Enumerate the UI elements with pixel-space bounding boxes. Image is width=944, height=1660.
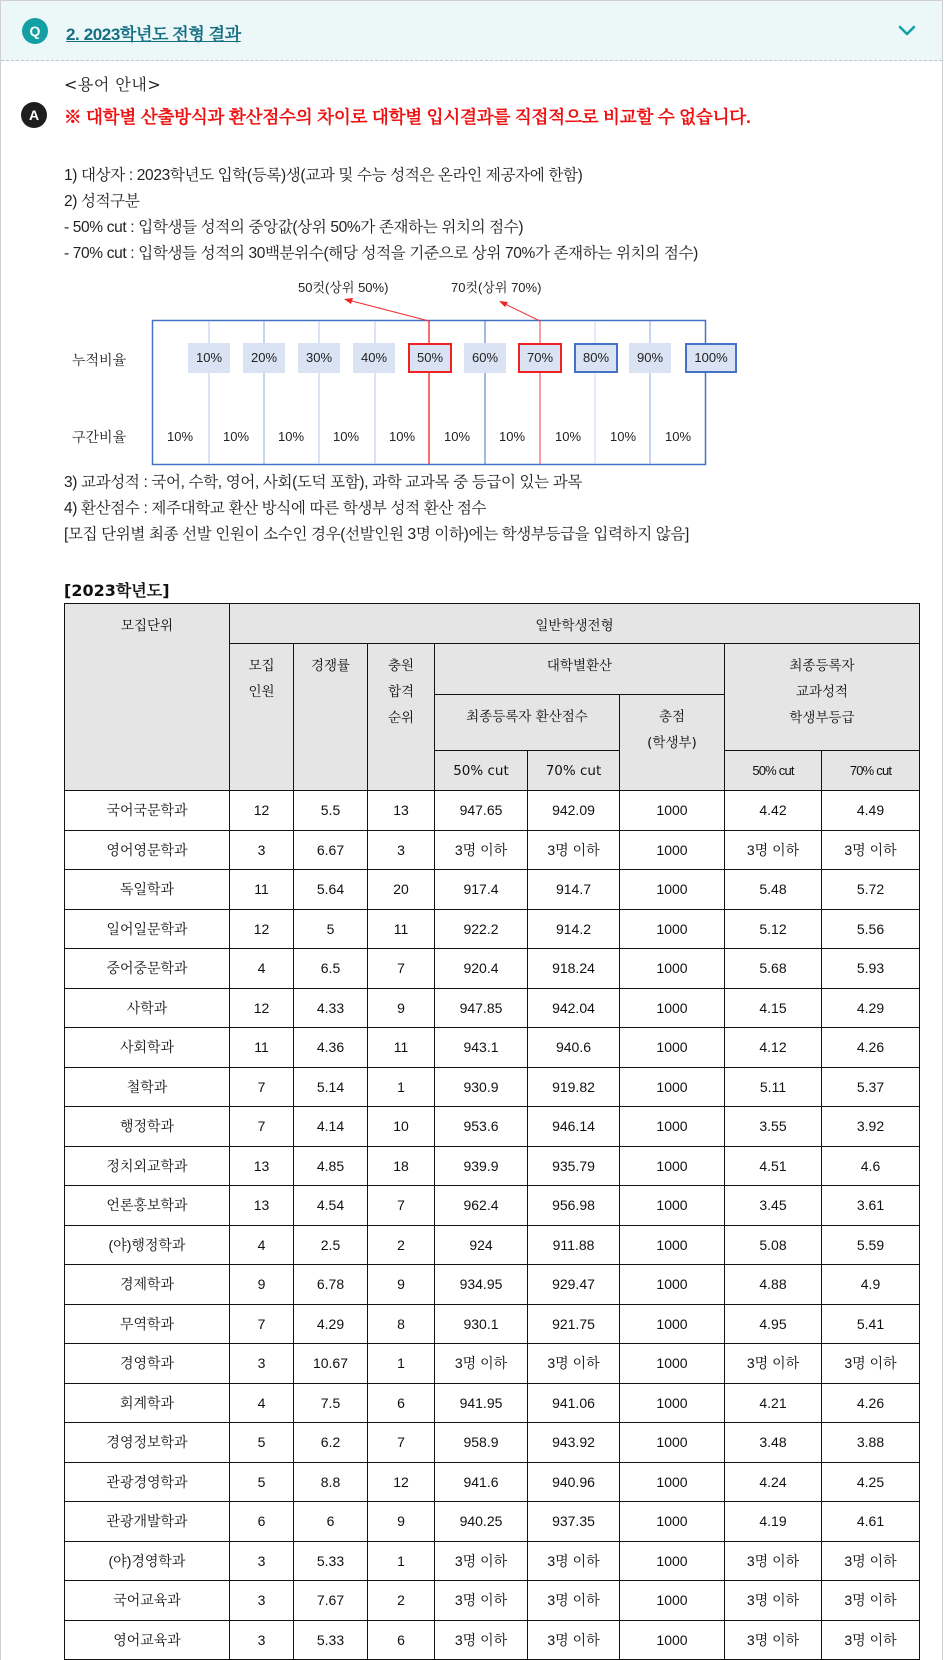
table-row	[65, 1383, 920, 1423]
segment-1: 10%	[166, 429, 194, 444]
value-cell: 914.7	[528, 870, 620, 910]
value-cell: 3명 이하	[725, 1344, 822, 1384]
value-cell: 1000	[620, 1067, 725, 1107]
value-cell: 935.79	[528, 1146, 620, 1186]
value-cell: 5.41	[822, 1304, 920, 1344]
cumulative-box-10: 10%	[188, 343, 230, 373]
value-cell: 11	[230, 870, 294, 910]
segment-4: 10%	[332, 429, 360, 444]
value-cell: 3	[230, 1541, 294, 1581]
header-total: 총점 (학생부)	[620, 695, 725, 791]
value-cell: 5.14	[294, 1067, 368, 1107]
value-cell: 6.2	[294, 1423, 368, 1463]
criteria-line-2: 2) 성적구분	[64, 193, 140, 210]
value-cell: 4.95	[725, 1304, 822, 1344]
department-cell: 정치외교학과	[65, 1146, 230, 1186]
admission-results-table	[64, 603, 920, 1660]
value-cell: 1000	[620, 1581, 725, 1621]
value-cell: 3명 이하	[822, 830, 920, 870]
value-cell: 4.26	[822, 1028, 920, 1068]
value-cell: 12	[230, 909, 294, 949]
value-cell: 5.33	[294, 1620, 368, 1660]
value-cell: 20	[368, 870, 435, 910]
value-cell: 947.85	[435, 988, 528, 1028]
segment-2: 10%	[222, 429, 250, 444]
cumulative-row-label: 누적비율	[72, 352, 127, 368]
value-cell: 4.51	[725, 1146, 822, 1186]
value-cell: 3	[368, 830, 435, 870]
value-cell: 3.92	[822, 1107, 920, 1147]
criteria-line-3: - 50% cut : 입학생들 성적의 중앙값(상위 50%가 존재하는 위치의 점수)	[64, 219, 524, 236]
value-cell: 8.8	[294, 1462, 368, 1502]
value-cell: 3명 이하	[822, 1541, 920, 1581]
value-cell: 7	[230, 1107, 294, 1147]
value-cell: 5.33	[294, 1541, 368, 1581]
value-cell: 5.59	[822, 1225, 920, 1265]
table-row	[65, 830, 920, 870]
value-cell: 9	[368, 1502, 435, 1542]
value-cell: 4	[230, 949, 294, 989]
cut70-label: 70컷(상위 70%)	[451, 280, 542, 295]
value-cell: 1000	[620, 1028, 725, 1068]
segment-10: 10%	[664, 429, 692, 444]
criteria-line-4: - 70% cut : 입학생들 성적의 30백분위수(해당 성적을 기준으로 상위 70%가 존재하는 위치의 점수)	[64, 245, 698, 262]
value-cell: 4.6	[822, 1146, 920, 1186]
value-cell: 1000	[620, 1186, 725, 1226]
cumulative-box-100: 100%	[685, 343, 737, 373]
value-cell: 10.67	[294, 1344, 368, 1384]
value-cell: 3명 이하	[435, 1620, 528, 1660]
cumulative-box-70: 70%	[518, 343, 562, 373]
department-cell: 중어중문학과	[65, 949, 230, 989]
value-cell: 3명 이하	[435, 1581, 528, 1621]
value-cell: 4.61	[822, 1502, 920, 1542]
chevron-down-icon[interactable]	[898, 22, 916, 40]
header-waitlist: 충원 합격 순위	[368, 644, 435, 791]
table-row	[65, 988, 920, 1028]
value-cell: 941.6	[435, 1462, 528, 1502]
cumulative-box-90: 90%	[629, 343, 671, 373]
department-cell: 영어영문학과	[65, 830, 230, 870]
table-row	[65, 949, 920, 989]
value-cell: 1000	[620, 1383, 725, 1423]
value-cell: 3	[230, 830, 294, 870]
table-row	[65, 1462, 920, 1502]
value-cell: 911.88	[528, 1225, 620, 1265]
table-row	[65, 909, 920, 949]
value-cell: 8	[368, 1304, 435, 1344]
table-row	[65, 870, 920, 910]
value-cell: 4.49	[822, 791, 920, 831]
criteria-line-5: 3) 교과성적 : 국어, 수학, 영어, 사회(도덕 포함), 과학 교과목 중 등급이 있는 과목	[64, 474, 582, 491]
department-cell: 국어국문학과	[65, 791, 230, 831]
value-cell: 1	[368, 1344, 435, 1384]
table-row	[65, 1620, 920, 1660]
value-cell: 6.5	[294, 949, 368, 989]
table-row	[65, 1225, 920, 1265]
value-cell: 3	[230, 1344, 294, 1384]
value-cell: 953.6	[435, 1107, 528, 1147]
table-row	[65, 1344, 920, 1384]
cut50-label: 50컷(상위 50%)	[298, 280, 389, 295]
value-cell: 13	[230, 1186, 294, 1226]
value-cell: 1000	[620, 1304, 725, 1344]
value-cell: 7	[368, 1186, 435, 1226]
value-cell: 1	[368, 1067, 435, 1107]
cumulative-box-50: 50%	[408, 343, 452, 373]
warning-notice: ※ 대학별 산출방식과 환산점수의 차이로 대학별 입시결과를 직접적으로 비교할 수 없습니다.	[64, 107, 751, 127]
question-title-link[interactable]: 2. 2023학년도 전형 결과	[66, 25, 241, 44]
value-cell: 12	[230, 988, 294, 1028]
segment-6: 10%	[443, 429, 471, 444]
department-cell: 회계학과	[65, 1383, 230, 1423]
department-cell: 언론홍보학과	[65, 1186, 230, 1226]
value-cell: 1000	[620, 791, 725, 831]
table-row	[65, 1186, 920, 1226]
value-cell: 2.5	[294, 1225, 368, 1265]
value-cell: 9	[368, 1265, 435, 1305]
value-cell: 924	[435, 1225, 528, 1265]
value-cell: 940.96	[528, 1462, 620, 1502]
header-grade-cut70: 70% cut	[822, 751, 920, 791]
table-row	[65, 1265, 920, 1305]
value-cell: 921.75	[528, 1304, 620, 1344]
value-cell: 942.04	[528, 988, 620, 1028]
value-cell: 3명 이하	[725, 830, 822, 870]
value-cell: 11	[230, 1028, 294, 1068]
table-title: [2023학년도]	[64, 581, 170, 600]
value-cell: 3명 이하	[435, 1541, 528, 1581]
value-cell: 4.29	[822, 988, 920, 1028]
value-cell: 1000	[620, 1620, 725, 1660]
table-row	[65, 1146, 920, 1186]
value-cell: 4.42	[725, 791, 822, 831]
question-badge: Q	[22, 18, 48, 44]
value-cell: 940.25	[435, 1502, 528, 1542]
header-unit: 모집단위	[65, 604, 230, 791]
value-cell: 5	[230, 1462, 294, 1502]
criteria-line-7: [모집 단위별 최종 선발 인원이 소수인 경우(선발인원 3명 이하)에는 학생부등급을 입력하지 않음]	[64, 526, 690, 543]
cumulative-box-60: 60%	[464, 343, 506, 373]
value-cell: 920.4	[435, 949, 528, 989]
value-cell: 3	[230, 1581, 294, 1621]
cumulative-box-30: 30%	[298, 343, 340, 373]
value-cell: 7	[230, 1067, 294, 1107]
value-cell: 956.98	[528, 1186, 620, 1226]
value-cell: 930.9	[435, 1067, 528, 1107]
value-cell: 3	[230, 1620, 294, 1660]
value-cell: 5.72	[822, 870, 920, 910]
header-final-score: 최종등록자 환산점수	[435, 695, 620, 751]
value-cell: 5.08	[725, 1225, 822, 1265]
value-cell: 918.24	[528, 949, 620, 989]
value-cell: 6	[230, 1502, 294, 1542]
value-cell: 5.48	[725, 870, 822, 910]
cumulative-box-80: 80%	[574, 343, 618, 373]
table-row	[65, 1423, 920, 1463]
value-cell: 3.61	[822, 1186, 920, 1226]
value-cell: 4.15	[725, 988, 822, 1028]
value-cell: 5.93	[822, 949, 920, 989]
department-cell: 독일학과	[65, 870, 230, 910]
criteria-line-6: 4) 환산점수 : 제주대학교 환산 방식에 따른 학생부 성적 환산 점수	[64, 500, 487, 517]
value-cell: 9	[230, 1265, 294, 1305]
value-cell: 5.68	[725, 949, 822, 989]
header-competition: 경쟁률	[294, 644, 368, 791]
value-cell: 4.29	[294, 1304, 368, 1344]
header-quota: 모집 인원	[230, 644, 294, 791]
value-cell: 1000	[620, 1107, 725, 1147]
value-cell: 1000	[620, 870, 725, 910]
table-row	[65, 1067, 920, 1107]
value-cell: 4.88	[725, 1265, 822, 1305]
table-body	[65, 791, 920, 1660]
value-cell: 3명 이하	[435, 830, 528, 870]
value-cell: 1000	[620, 1502, 725, 1542]
value-cell: 6	[368, 1383, 435, 1423]
value-cell: 7	[368, 1423, 435, 1463]
value-cell: 3명 이하	[528, 830, 620, 870]
value-cell: 3명 이하	[528, 1620, 620, 1660]
department-cell: 행정학과	[65, 1107, 230, 1147]
value-cell: 934.95	[435, 1265, 528, 1305]
criteria-line-1: 1) 대상자 : 2023학년도 입학(등록)생(교과 및 수능 성적은 온라인 제공자에 한함)	[64, 167, 583, 184]
value-cell: 917.4	[435, 870, 528, 910]
header-conversion: 대학별환산	[435, 644, 725, 695]
department-cell: 사학과	[65, 988, 230, 1028]
table-row	[65, 1581, 920, 1621]
value-cell: 3명 이하	[725, 1620, 822, 1660]
value-cell: 6.78	[294, 1265, 368, 1305]
value-cell: 4	[230, 1225, 294, 1265]
value-cell: 1000	[620, 1541, 725, 1581]
table-row	[65, 791, 920, 831]
cumulative-box-40: 40%	[353, 343, 395, 373]
value-cell: 3명 이하	[528, 1541, 620, 1581]
department-cell: 철학과	[65, 1067, 230, 1107]
department-cell: (야)경영학과	[65, 1541, 230, 1581]
department-cell: 영어교육과	[65, 1620, 230, 1660]
department-cell: 경영정보학과	[65, 1423, 230, 1463]
value-cell: 958.9	[435, 1423, 528, 1463]
value-cell: 5	[294, 909, 368, 949]
value-cell: 3.48	[725, 1423, 822, 1463]
value-cell: 3명 이하	[528, 1344, 620, 1384]
value-cell: 5.11	[725, 1067, 822, 1107]
value-cell: 5.64	[294, 870, 368, 910]
value-cell: 3명 이하	[822, 1344, 920, 1384]
value-cell: 937.35	[528, 1502, 620, 1542]
segment-7: 10%	[498, 429, 526, 444]
value-cell: 941.95	[435, 1383, 528, 1423]
value-cell: 7	[368, 949, 435, 989]
value-cell: 4.24	[725, 1462, 822, 1502]
header-group: 일반학생전형	[230, 604, 920, 644]
value-cell: 7.5	[294, 1383, 368, 1423]
value-cell: 1000	[620, 1225, 725, 1265]
value-cell: 943.1	[435, 1028, 528, 1068]
value-cell: 914.2	[528, 909, 620, 949]
department-cell: 관광경영학과	[65, 1462, 230, 1502]
value-cell: 4.33	[294, 988, 368, 1028]
value-cell: 7.67	[294, 1581, 368, 1621]
value-cell: 1000	[620, 1265, 725, 1305]
value-cell: 5.5	[294, 791, 368, 831]
department-cell: 사회학과	[65, 1028, 230, 1068]
value-cell: 1	[368, 1541, 435, 1581]
value-cell: 3명 이하	[725, 1581, 822, 1621]
department-cell: 일어일문학과	[65, 909, 230, 949]
table-row	[65, 1028, 920, 1068]
value-cell: 941.06	[528, 1383, 620, 1423]
value-cell: 1000	[620, 1423, 725, 1463]
department-cell: 경제학과	[65, 1265, 230, 1305]
department-cell: 무역학과	[65, 1304, 230, 1344]
value-cell: 930.1	[435, 1304, 528, 1344]
value-cell: 4.26	[822, 1383, 920, 1423]
value-cell: 947.65	[435, 791, 528, 831]
value-cell: 1000	[620, 988, 725, 1028]
value-cell: 4.9	[822, 1265, 920, 1305]
value-cell: 4.19	[725, 1502, 822, 1542]
value-cell: 6	[294, 1502, 368, 1542]
value-cell: 939.9	[435, 1146, 528, 1186]
terms-heading: <용어 안내>	[64, 75, 162, 94]
header-cut50: 50% cut	[435, 751, 528, 791]
value-cell: 12	[368, 1462, 435, 1502]
faq-question-header[interactable]	[1, 1, 942, 61]
segment-9: 10%	[609, 429, 637, 444]
value-cell: 4.36	[294, 1028, 368, 1068]
value-cell: 2	[368, 1225, 435, 1265]
value-cell: 946.14	[528, 1107, 620, 1147]
value-cell: 4.25	[822, 1462, 920, 1502]
value-cell: 3명 이하	[822, 1620, 920, 1660]
value-cell: 922.2	[435, 909, 528, 949]
value-cell: 9	[368, 988, 435, 1028]
value-cell: 3.88	[822, 1423, 920, 1463]
value-cell: 3.45	[725, 1186, 822, 1226]
value-cell: 13	[230, 1146, 294, 1186]
department-cell: (야)행정학과	[65, 1225, 230, 1265]
cumulative-box-20: 20%	[243, 343, 285, 373]
value-cell: 10	[368, 1107, 435, 1147]
value-cell: 940.6	[528, 1028, 620, 1068]
header-cut70: 70% cut	[528, 751, 620, 791]
value-cell: 4.14	[294, 1107, 368, 1147]
value-cell: 3.55	[725, 1107, 822, 1147]
table-row	[65, 1304, 920, 1344]
value-cell: 11	[368, 1028, 435, 1068]
department-cell: 국어교육과	[65, 1581, 230, 1621]
value-cell: 4.85	[294, 1146, 368, 1186]
segment-3: 10%	[277, 429, 305, 444]
value-cell: 12	[230, 791, 294, 831]
department-cell: 관광개발학과	[65, 1502, 230, 1542]
value-cell: 1000	[620, 1462, 725, 1502]
table-row	[65, 1502, 920, 1542]
value-cell: 5.12	[725, 909, 822, 949]
value-cell: 919.82	[528, 1067, 620, 1107]
value-cell: 7	[230, 1304, 294, 1344]
value-cell: 5.37	[822, 1067, 920, 1107]
segment-row-label: 구간비율	[72, 429, 127, 445]
department-cell: 경영학과	[65, 1344, 230, 1384]
value-cell: 5.56	[822, 909, 920, 949]
segment-5: 10%	[388, 429, 416, 444]
value-cell: 4.54	[294, 1186, 368, 1226]
table-row	[65, 1107, 920, 1147]
value-cell: 1000	[620, 830, 725, 870]
header-grade: 최종등록자 교과성적 학생부등급	[725, 644, 920, 751]
value-cell: 6	[368, 1620, 435, 1660]
value-cell: 1000	[620, 1344, 725, 1384]
value-cell: 1000	[620, 1146, 725, 1186]
value-cell: 1000	[620, 949, 725, 989]
value-cell: 3명 이하	[822, 1581, 920, 1621]
value-cell: 3명 이하	[435, 1344, 528, 1384]
value-cell: 2	[368, 1581, 435, 1621]
value-cell: 4.12	[725, 1028, 822, 1068]
value-cell: 3명 이하	[725, 1541, 822, 1581]
value-cell: 3명 이하	[528, 1581, 620, 1621]
value-cell: 929.47	[528, 1265, 620, 1305]
answer-badge: A	[21, 102, 47, 128]
value-cell: 943.92	[528, 1423, 620, 1463]
value-cell: 5	[230, 1423, 294, 1463]
value-cell: 6.67	[294, 830, 368, 870]
table-row	[65, 1541, 920, 1581]
value-cell: 1000	[620, 909, 725, 949]
value-cell: 942.09	[528, 791, 620, 831]
segment-8: 10%	[554, 429, 582, 444]
value-cell: 13	[368, 791, 435, 831]
value-cell: 4.21	[725, 1383, 822, 1423]
value-cell: 18	[368, 1146, 435, 1186]
value-cell: 4	[230, 1383, 294, 1423]
value-cell: 11	[368, 909, 435, 949]
header-grade-cut50: 50% cut	[725, 751, 822, 791]
value-cell: 962.4	[435, 1186, 528, 1226]
